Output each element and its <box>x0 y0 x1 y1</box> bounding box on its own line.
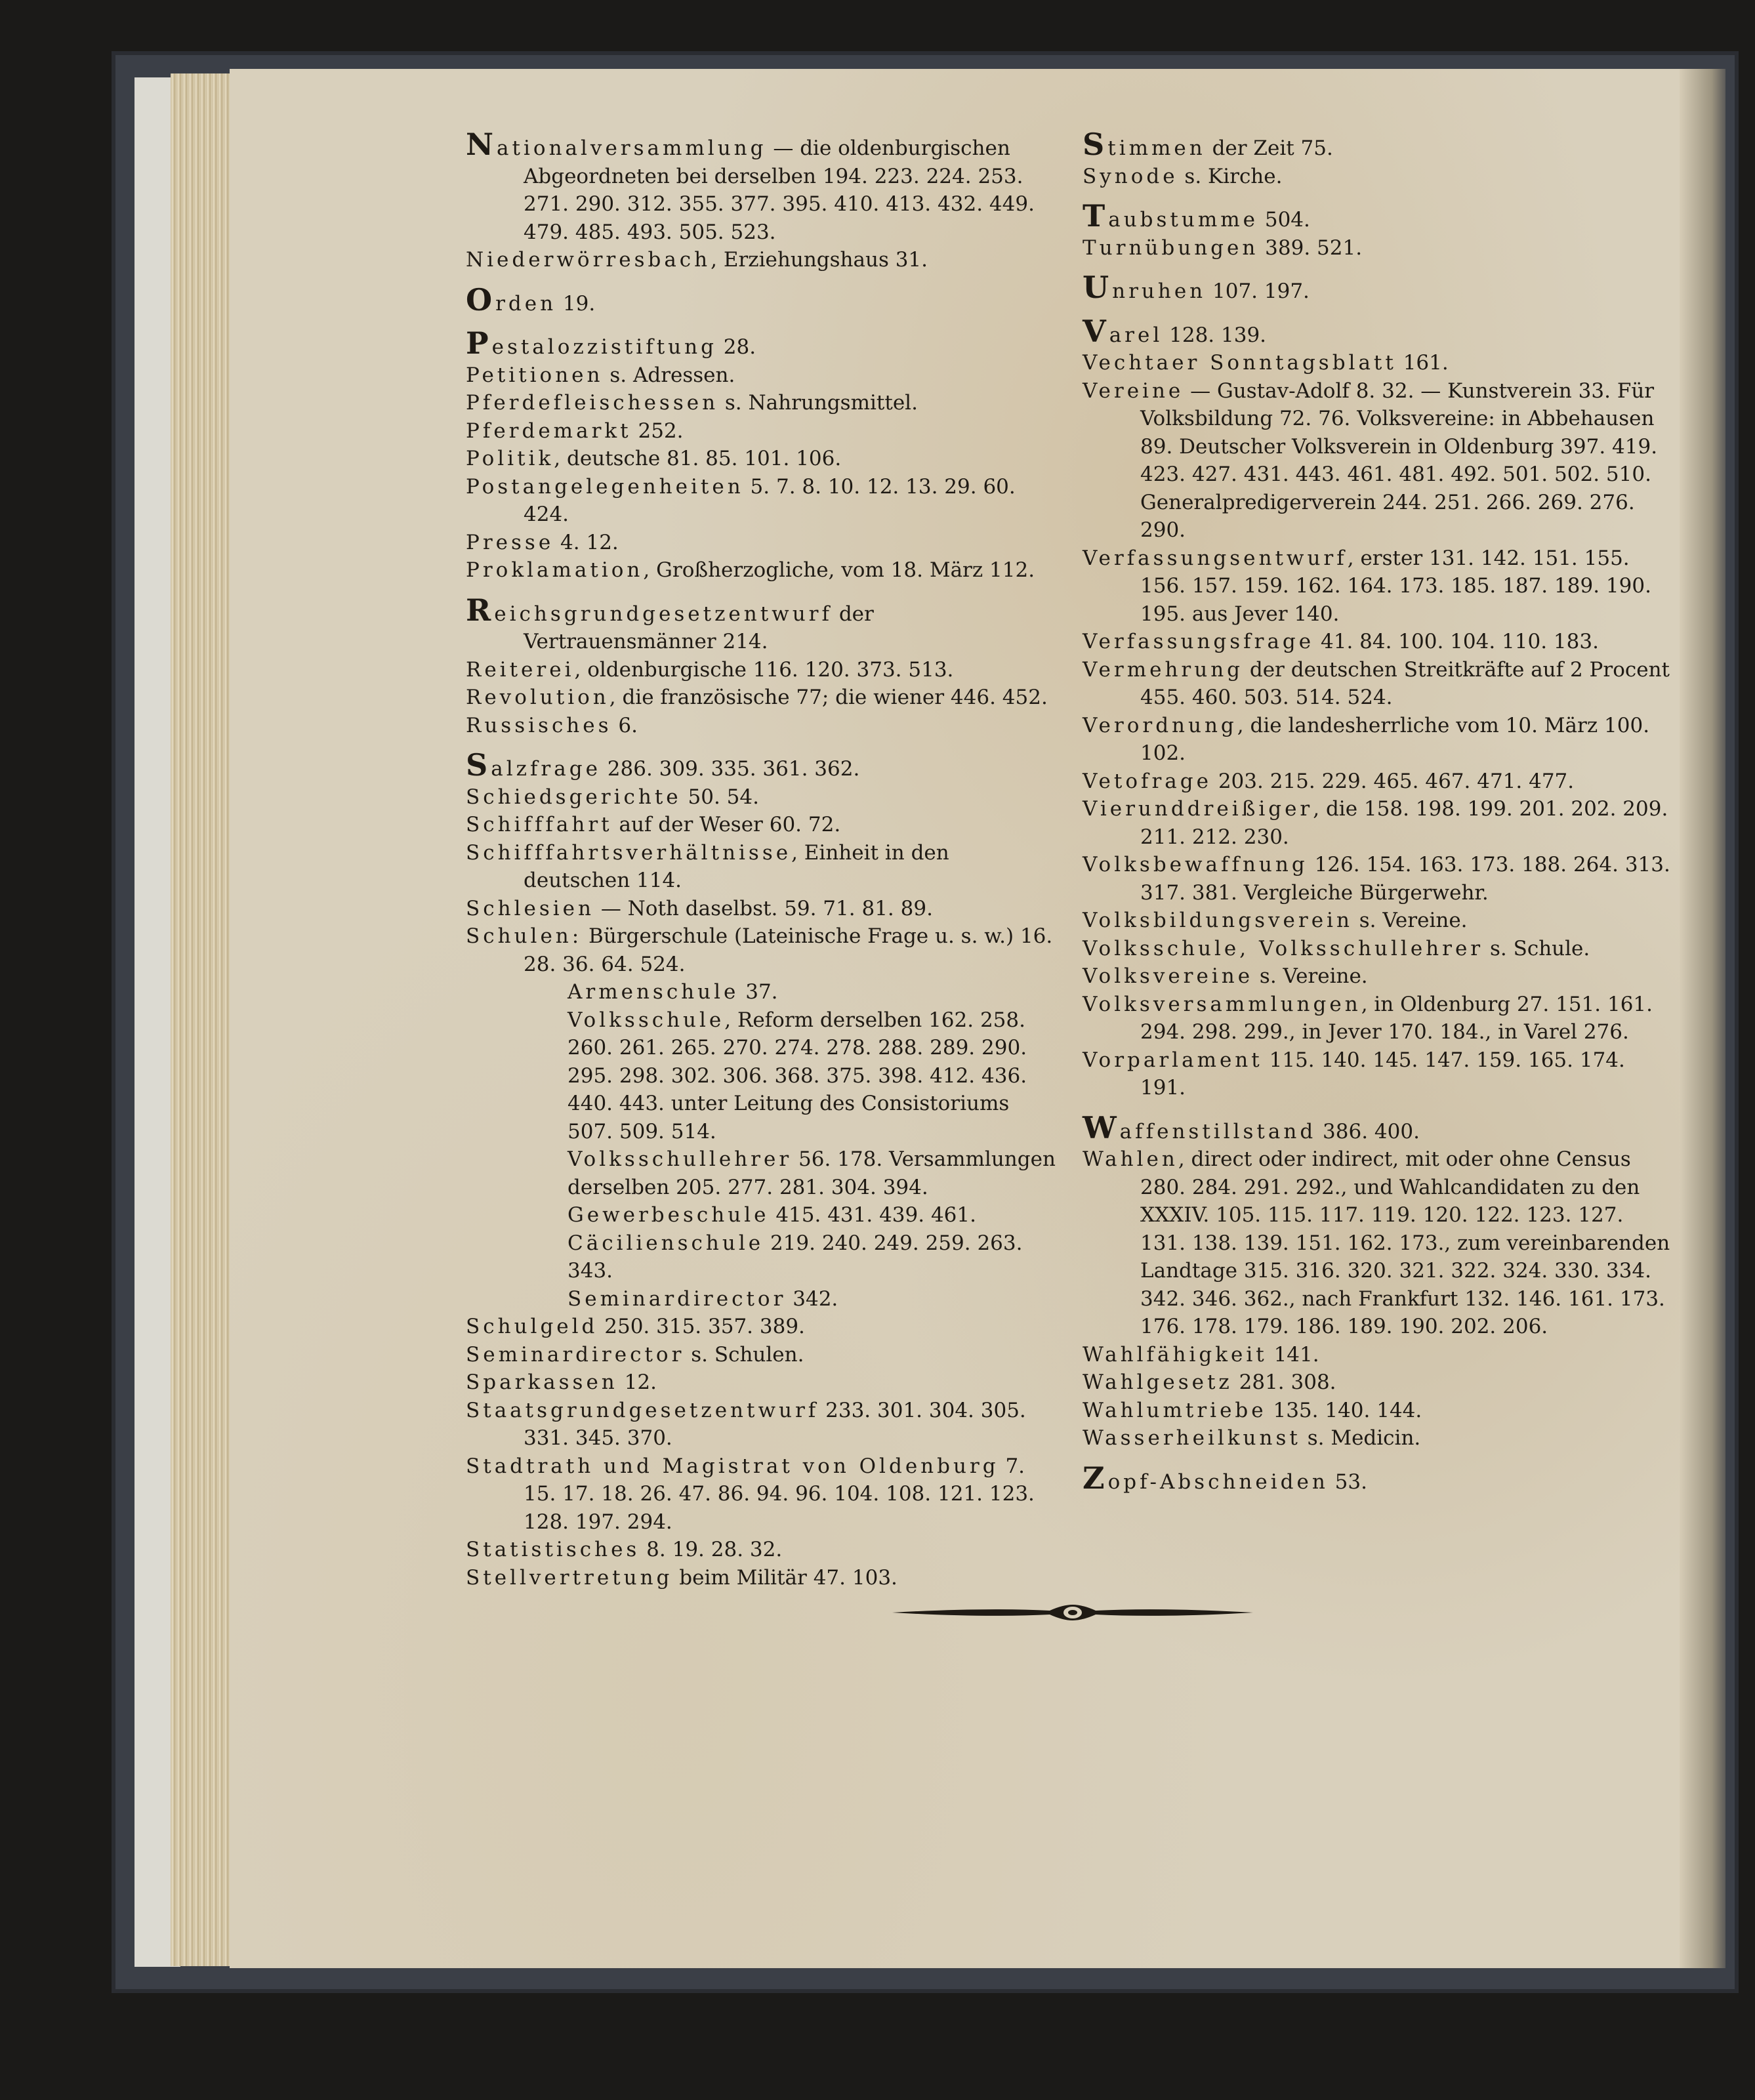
entry-heading: Turnübungen <box>1083 236 1259 260</box>
entry-references: , Einheit in den deutschen 114. <box>524 840 949 892</box>
entry-references: , Erziehungshaus 31. <box>711 248 928 272</box>
entry-references: 56. 178. Versammlungen derselben 205. 277. 281. 304. 394. <box>568 1147 1056 1199</box>
entry-heading: Reichsgrundgesetzentwurf <box>466 592 833 628</box>
entry-references: 504. <box>1258 208 1310 232</box>
entry-references: — Gustav-Adolf 8. 32. — Kunstverein 33. Für Volksbildung 72. 76. Volksvereine: in Abbehausen 89. Deutscher Volksverein in Oldenburg 397. 419. 423. 427. 431. 443. 461. 481. 492. 501. 502. 510. Generalpredigerverein 244. 251. 266. 269. 276. 290. <box>1140 379 1658 542</box>
index-entry <box>1083 1369 1673 1397</box>
index-entry <box>466 1341 1056 1369</box>
entry-heading: Schiedsgerichte <box>466 785 682 809</box>
entry-references: s. Schulen. <box>684 1342 804 1367</box>
index-entry <box>466 747 1056 783</box>
index-entry <box>466 325 1056 361</box>
entry-references: , die französische 77; die wiener 446. 452. <box>609 686 1048 709</box>
entry-references: 4. 12. <box>554 530 619 554</box>
entry-references: — Noth daselbst. 59. 71. 81. 89. <box>594 896 933 920</box>
entry-references: 342. <box>786 1287 838 1311</box>
entry-references: der Vertrauensmänner 214. <box>524 602 874 653</box>
entry-heading: Waffenstillstand <box>1083 1109 1317 1145</box>
entry-heading: Nationalversammlung <box>466 127 767 162</box>
index-entry <box>568 1201 1056 1229</box>
entry-heading: Postangelegenheiten <box>466 474 744 499</box>
entry-heading: Proklamation <box>466 558 644 582</box>
entry-heading: Wahlfähigkeit <box>1083 1342 1268 1367</box>
entry-references: 50. 54. <box>681 785 759 809</box>
entry-heading: Stadtrath und Magistrat von Oldenburg <box>466 1454 999 1478</box>
entry-heading: Varel <box>1083 313 1163 349</box>
entry-heading: Seminardirector <box>466 1342 685 1367</box>
entry-heading: Russisches <box>466 713 612 737</box>
entry-heading: Presse <box>466 530 554 554</box>
entry-heading: Vorparlament <box>1083 1048 1263 1072</box>
entry-references: , Großherzogliche, vom 18. März 112. <box>643 558 1035 582</box>
index-entry <box>1083 907 1673 935</box>
entry-heading: Taubstumme <box>1083 198 1258 234</box>
entry-references: — die oldenburgischen Abgeordneten bei derselben 194. 223. 224. 253. 271. 290. 312. 355. 377. 395. 410. 413. 432. 449. 479. 485. 493. 505. 523. <box>524 136 1035 244</box>
entry-references: 141. <box>1267 1342 1319 1367</box>
index-entry <box>466 246 1056 274</box>
entry-references: , direct oder indirect, mit oder ohne Census 280. 284. 291. 292., und Wahlcandidaten zu den XXXIV. 105. 115. 117. 119. 120. 122. 123. 127. 131. 138. 139. 151. 162. 173., zum vereinbarenden Landtage 315. 316. 320. 321. 322. 324. 330. 334. 342. 346. 362., nach Frankfurt 132. 146. 161. 173. 176. 178. 179. 186. 189. 190. 202. 206. <box>1140 1147 1670 1338</box>
entry-references: 6. <box>611 713 638 737</box>
entry-references: 281. 308. <box>1232 1370 1336 1394</box>
entry-references: 7. 15. 17. 18. 26. 47. 86. 94. 96. 104. 108. 121. 123. 128. 197. 294. <box>524 1454 1035 1534</box>
entry-references: s. Schule. <box>1483 936 1590 960</box>
entry-heading: Volksversammlungen <box>1083 992 1361 1016</box>
entry-references: 12. <box>617 1370 657 1394</box>
entry-heading: Vierunddreißiger <box>1083 797 1313 821</box>
index-column-left <box>466 127 1056 1592</box>
entry-heading: Orden <box>466 281 557 318</box>
index-entry <box>1083 349 1673 377</box>
index-entry <box>466 1564 1056 1592</box>
entry-heading: Pferdefleischessen <box>466 391 719 415</box>
entry-heading: Verfassungsentwurf <box>1083 546 1348 570</box>
entry-heading: Pestalozzistiftung <box>466 325 717 361</box>
index-entry <box>1083 270 1673 306</box>
index-entry <box>1083 712 1673 768</box>
entry-references: , in Oldenburg 27. 151. 161. 294. 298. 299., in Jever 170. 184., in Varel 276. <box>1140 992 1653 1044</box>
entry-references: Bürgerschule (Lateinische Frage u. s. w.) 16. 28. 36. 64. 524. <box>524 924 1053 976</box>
entry-references: 389. 521. <box>1258 236 1363 260</box>
entry-heading: Stellvertretung <box>466 1565 673 1590</box>
index-entry <box>466 656 1056 684</box>
index-column-right <box>1083 127 1673 1496</box>
index-entry <box>466 473 1056 529</box>
index-entry <box>568 1285 1056 1313</box>
index-entry <box>466 529 1056 557</box>
end-ornament <box>886 1593 1260 1632</box>
entry-references: 203. 215. 229. 465. 467. 471. 477. <box>1211 769 1575 793</box>
entry-heading: Armenschule <box>568 980 739 1004</box>
index-entry <box>466 783 1056 812</box>
index-entry <box>568 1229 1056 1285</box>
entry-references: s. Medicin. <box>1300 1426 1421 1450</box>
entry-heading: Stimmen <box>1083 127 1206 162</box>
index-entry <box>466 361 1056 390</box>
entry-references: , oldenburgische 116. 120. 373. 513. <box>574 657 954 682</box>
letter-group-gap <box>466 739 1056 755</box>
entry-references: s. Kirche. <box>1178 164 1283 188</box>
index-entry <box>466 1452 1056 1536</box>
entry-heading: Staatsgrundgesetzentwurf <box>466 1398 819 1422</box>
entry-references: s. Vereine. <box>1253 964 1368 988</box>
entry-references: , deutsche 81. 85. 101. 106. <box>554 447 842 470</box>
entry-heading: Salzfrage <box>466 747 601 783</box>
entry-references: 161. <box>1396 351 1449 375</box>
entry-heading: Volksschule <box>568 1008 725 1032</box>
entry-heading: Wahlgesetz <box>1083 1370 1233 1394</box>
entry-references: der Zeit 75. <box>1205 136 1333 160</box>
index-entry <box>466 445 1056 473</box>
entry-references: 5. 7. 8. 10. 12. 13. 29. 60. 424. <box>524 474 1016 526</box>
index-entry <box>1083 234 1673 262</box>
index-entry <box>1083 851 1673 907</box>
entry-references: 135. 140. 144. <box>1266 1398 1422 1422</box>
entry-references: 41. 84. 100. 104. 110. 183. <box>1314 630 1599 653</box>
index-entry <box>1083 1145 1673 1341</box>
entry-heading: Verordnung <box>1083 713 1237 737</box>
index-entry <box>466 417 1056 445</box>
index-entry <box>466 556 1056 585</box>
entry-heading: Schifffahrtsverhältnisse <box>466 840 792 865</box>
index-entry <box>1083 127 1673 163</box>
entry-references: 128. 139. <box>1163 323 1267 347</box>
entry-references: 286. 309. 335. 361. 362. <box>600 757 860 781</box>
entry-heading: Revolution <box>466 686 609 709</box>
index-entry <box>466 1397 1056 1452</box>
entry-heading: Vetofrage <box>1083 769 1212 793</box>
entry-heading: Verfassungsfrage <box>1083 630 1315 653</box>
entry-heading: Vermehrung <box>1083 657 1244 682</box>
index-entry <box>568 1006 1056 1146</box>
entry-heading: Volksvereine <box>1083 964 1254 988</box>
entry-heading: Schulen: <box>466 924 583 948</box>
entry-references: 233. 301. 304. 305. 331. 345. 370. <box>524 1398 1026 1450</box>
index-entry <box>466 127 1056 246</box>
index-entry <box>568 978 1056 1006</box>
index-entry <box>1083 1046 1673 1102</box>
entry-heading: Wahlen <box>1083 1147 1178 1171</box>
entry-references: , die 158. 198. 199. 201. 202. 209. 211. 212. 230. <box>1140 797 1668 849</box>
index-entry <box>466 922 1056 978</box>
index-entry <box>466 281 1056 318</box>
index-entry <box>466 1369 1056 1397</box>
entry-references: s. Nahrungsmittel. <box>718 391 918 415</box>
index-entry <box>1083 628 1673 656</box>
index-entry <box>466 592 1056 656</box>
index-entry <box>466 684 1056 712</box>
index-entry <box>466 839 1056 895</box>
letter-group-gap <box>466 274 1056 290</box>
entry-heading: Vechtaer Sonntagsblatt <box>1083 351 1397 375</box>
entry-references: 28. <box>716 335 756 359</box>
letter-group-gap <box>1083 262 1673 278</box>
entry-references: der deutschen Streitkräfte auf 2 Procent 455. 460. 503. 514. 524. <box>1140 657 1670 709</box>
entry-references: , die landesherrliche vom 10. März 100. 102. <box>1140 713 1650 765</box>
index-entry <box>1083 768 1673 796</box>
entry-heading: Politik <box>466 447 554 470</box>
entry-heading: Synode <box>1083 164 1178 188</box>
index-entry <box>1083 1109 1673 1146</box>
entry-references: 386. 400. <box>1316 1119 1420 1143</box>
entry-heading: Schlesien <box>466 896 594 920</box>
index-entry <box>1083 991 1673 1046</box>
entry-references: 126. 154. 163. 173. 188. 264. 313. 317. 381. Vergleiche Bürgerwehr. <box>1140 853 1670 905</box>
index-entry <box>1083 935 1673 963</box>
index-entry <box>1083 1341 1673 1369</box>
letter-group-gap <box>466 318 1056 333</box>
index-entry <box>466 712 1056 740</box>
index-entry <box>466 895 1056 923</box>
page-edges <box>171 73 233 1966</box>
index-entry <box>466 1536 1056 1564</box>
entry-references: 250. 315. 357. 389. <box>598 1315 805 1338</box>
index-entry <box>1083 163 1673 191</box>
entry-references: 107. 197. <box>1206 279 1310 303</box>
entry-references: s. Adressen. <box>603 363 735 387</box>
entry-heading: Volksbildungsverein <box>1083 909 1353 932</box>
entry-heading: Schulgeld <box>466 1315 598 1338</box>
entry-heading: Cäcilienschule <box>568 1231 764 1255</box>
entry-heading: Wasserheilkunst <box>1083 1426 1301 1450</box>
entry-references: 115. 140. 145. 147. 159. 165. 174. 191. <box>1140 1048 1625 1100</box>
letter-group-gap <box>1083 1452 1673 1468</box>
letter-group-gap <box>466 585 1056 600</box>
entry-references: 415. 431. 439. 461. <box>769 1203 976 1227</box>
entry-references: 219. 240. 249. 259. 263. 343. <box>568 1231 1023 1283</box>
entry-references: auf der Weser 60. 72. <box>612 813 841 836</box>
entry-heading: Volksschullehrer <box>568 1147 793 1171</box>
entry-references: 8. 19. 28. 32. <box>640 1538 783 1561</box>
entry-references: , Reform derselben 162. 258. 260. 261. 265. 270. 274. 278. 288. 289. 290. 295. 298. 302. 306. 368. 375. 398. 412. 436. 440. 443. unter Leitung des Consistoriums 507. 509. 514. <box>568 1008 1027 1143</box>
entry-heading: Gewerbeschule <box>568 1203 770 1227</box>
index-entry <box>1083 545 1673 628</box>
entry-heading: Vereine <box>1083 379 1184 403</box>
index-entry <box>1083 377 1673 545</box>
entry-heading: Volksbewaffnung <box>1083 853 1308 876</box>
entry-references: 252. <box>631 419 684 443</box>
entry-heading: Niederwörresbach <box>466 248 711 272</box>
entry-heading: Schifffahrt <box>466 813 613 836</box>
entry-heading: Pferdemarkt <box>466 419 632 443</box>
index-entry <box>1083 656 1673 712</box>
index-entry <box>1083 198 1673 234</box>
entry-references: beim Militär 47. 103. <box>672 1565 898 1590</box>
entry-references: 53. <box>1328 1470 1367 1494</box>
entry-heading: Zopf-Abschneiden <box>1083 1460 1329 1496</box>
index-entry <box>568 1145 1056 1201</box>
index-entry <box>466 1313 1056 1341</box>
letter-group-gap <box>1083 190 1673 206</box>
entry-heading: Petitionen <box>466 363 604 387</box>
entry-references: s. Vereine. <box>1352 909 1468 932</box>
entry-heading: Volksschule, Volksschullehrer <box>1083 936 1484 960</box>
entry-heading: Reiterei <box>466 657 575 682</box>
index-entry <box>466 811 1056 839</box>
entry-references: , erster 131. 142. 151. 155. 156. 157. 159. 162. 164. 173. 185. 187. 189. 190. 195. aus Jever 140. <box>1140 546 1651 626</box>
index-entry <box>1083 1460 1673 1496</box>
index-entry <box>1083 313 1673 350</box>
entry-heading: Sparkassen <box>466 1370 618 1394</box>
entry-heading: Wahlumtriebe <box>1083 1398 1267 1422</box>
entry-references: 37. <box>739 980 778 1004</box>
index-entry <box>1083 1397 1673 1425</box>
entry-heading: Seminardirector <box>568 1287 787 1311</box>
letter-group-gap <box>1083 306 1673 321</box>
entry-heading: Unruhen <box>1083 270 1207 305</box>
entry-heading: Statistisches <box>466 1538 640 1561</box>
index-entry <box>1083 962 1673 991</box>
entry-references: 19. <box>556 291 596 316</box>
index-entry <box>466 389 1056 417</box>
page-fold-shadow <box>1680 69 1725 1968</box>
index-entry <box>1083 1424 1673 1452</box>
index-entry <box>1083 795 1673 851</box>
letter-group-gap <box>1083 1102 1673 1118</box>
